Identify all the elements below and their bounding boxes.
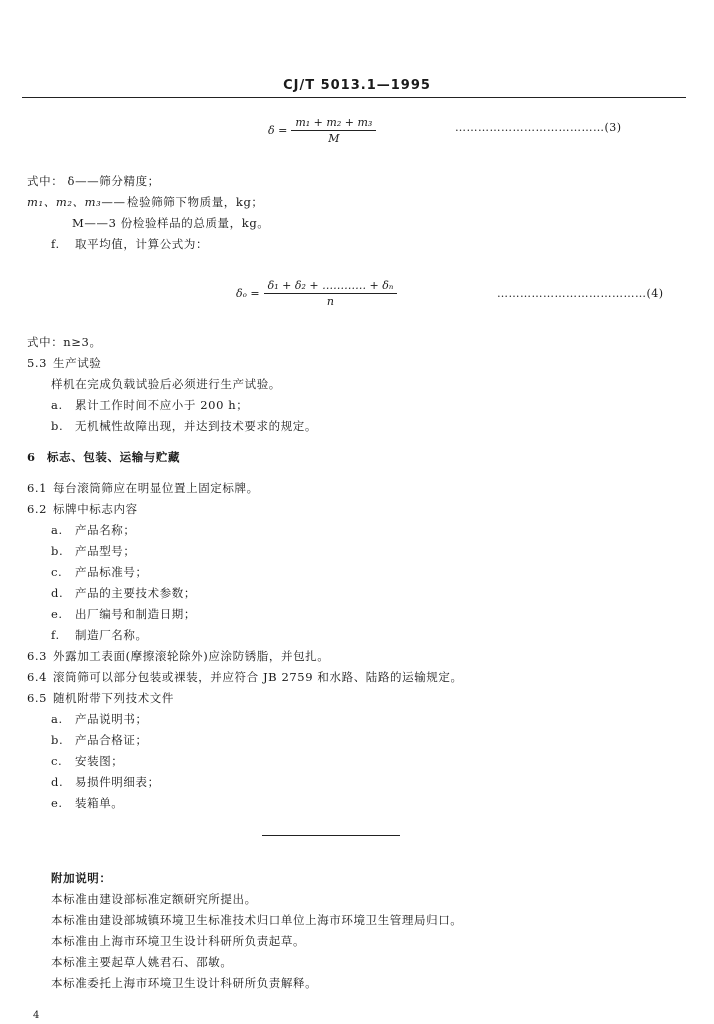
notes-line: 本标准由上海市环境卫生设计科研所负责起草。: [51, 934, 306, 948]
section-6-2-text: 标牌中标志内容: [53, 502, 138, 516]
section-6-title: 标志、包装、运输与贮藏: [47, 450, 181, 464]
list-item-label: a.: [51, 398, 63, 412]
list-item-label: c.: [51, 565, 63, 579]
where-line-total-mass: M——3 份检验样品的总质量，kg。: [72, 216, 270, 230]
list-item-text: 产品标准号；: [75, 565, 148, 579]
notes-title: 附加说明：: [51, 871, 112, 885]
standard-code-header: CJ/T 5013.1—1995: [283, 78, 431, 93]
section-6-4-text: 滚筒筛可以部分包装或裸装，并应符合 JB 2759 和水路、陆路的运输规定。: [53, 670, 463, 684]
list-item-label: a.: [51, 712, 63, 726]
list-item: [51, 732, 148, 748]
section-6-5: [27, 690, 174, 706]
formula-4-numerator: δ₁ + δ₂ + ………… + δₙ: [264, 279, 398, 294]
header-rule: [22, 97, 686, 98]
list-item-text: 制造厂名称。: [75, 628, 148, 642]
page-number: 4: [33, 1010, 40, 1021]
equation-number-3: …………………………………(3): [455, 121, 622, 134]
section-6-3-text: 外露加工表面(摩擦滚轮除外)应涂防锈脂，并包扎。: [53, 649, 330, 663]
list-item-text: 累计工作时间不应小于 200 h；: [75, 398, 249, 412]
section-6-3-number: 6.3: [27, 649, 48, 663]
list-item: [51, 397, 248, 413]
section-6-1-text: 每台滚筒筛应在明显位置上固定标牌。: [53, 481, 259, 495]
list-item-text: 产品说明书；: [75, 712, 148, 726]
where-line-delta: 式中： δ——筛分精度；: [27, 174, 160, 188]
list-item-text: 装箱单。: [75, 796, 124, 810]
formula-4-fraction: [264, 279, 398, 308]
section-6-2: [27, 501, 138, 517]
list-item: [51, 627, 148, 643]
section-6-1-number: 6.1: [27, 481, 48, 495]
section-5-3-title: 生产试验: [53, 356, 102, 370]
where-masses-text: 检验筛筛下物质量，kg；: [127, 195, 264, 209]
list-item-label: e.: [51, 796, 63, 810]
list-item-text: 无机械性故障出现，并达到技术要求的规定。: [75, 419, 317, 433]
list-item-label: f.: [51, 628, 60, 642]
list-item-label: b.: [51, 733, 64, 747]
section-6-5-number: 6.5: [27, 691, 48, 705]
formula-3: [268, 116, 376, 145]
list-item-label: a.: [51, 523, 63, 537]
formula-4: [236, 279, 397, 308]
formula-3-fraction: [291, 116, 376, 145]
formula-3-denominator: M: [328, 132, 340, 145]
section-6-4-number: 6.4: [27, 670, 48, 684]
list-item-text: 产品名称；: [75, 523, 136, 537]
list-item: [51, 564, 148, 580]
formula-4-denominator: n: [326, 295, 335, 308]
section-6-number: 6: [27, 450, 36, 464]
item-f-label: f.: [51, 237, 60, 251]
list-item: [51, 543, 136, 559]
section-6-5-text: 随机附带下列技术文件: [53, 691, 174, 705]
formula-3-numerator: m₁ + m₂ + m₃: [291, 116, 376, 131]
list-item-label: c.: [51, 754, 63, 768]
section-5-3-paragraph: 样机在完成负载试验后必须进行生产试验。: [51, 377, 281, 391]
list-item-label: e.: [51, 607, 63, 621]
notes-line: 本标准主要起草人姚君石、邵敏。: [51, 955, 233, 969]
where-line-masses: [27, 194, 264, 210]
list-item-text: 产品合格证；: [75, 733, 148, 747]
list-item: [51, 774, 160, 790]
list-item-label: d.: [51, 586, 64, 600]
list-item: [51, 753, 123, 769]
list-item-text: 出厂编号和制造日期；: [75, 607, 196, 621]
list-item: [51, 522, 136, 538]
formula-3-lhs: δ =: [268, 124, 288, 137]
where-masses-symbol: m₁、m₂、m₃——: [27, 195, 126, 209]
list-item-label: d.: [51, 775, 64, 789]
section-5-3-number: 5.3: [27, 356, 48, 370]
end-of-standard-rule: [262, 835, 400, 836]
notes-line: 本标准委托上海市环境卫生设计科研所负责解释。: [51, 976, 318, 990]
list-item: [51, 711, 148, 727]
section-6-4: [27, 669, 463, 685]
where-line-n: 式中：n≥3。: [27, 335, 102, 349]
list-item-text: 产品的主要技术参数；: [75, 586, 196, 600]
list-item-text: 产品型号；: [75, 544, 136, 558]
formula-4-lhs: δₒ =: [236, 287, 260, 300]
section-6-2-number: 6.2: [27, 502, 48, 516]
item-f-average: [51, 236, 208, 252]
item-f-text: 取平均值，计算公式为：: [75, 237, 209, 251]
notes-line: 本标准由建设部城镇环境卫生标准技术归口单位上海市环境卫生管理局归口。: [51, 913, 463, 927]
section-6-1: [27, 480, 259, 496]
section-6-heading: [27, 449, 180, 465]
list-item-label: b.: [51, 544, 64, 558]
section-6-3: [27, 648, 329, 664]
list-item: [51, 795, 123, 811]
list-item: [51, 606, 196, 622]
list-item-label: b.: [51, 419, 64, 433]
section-5-3-heading: [27, 355, 101, 371]
list-item-text: 易损件明细表；: [75, 775, 160, 789]
equation-number-4: …………………………………(4): [497, 287, 664, 300]
list-item: [51, 418, 317, 434]
list-item-text: 安装图；: [75, 754, 124, 768]
notes-line: 本标准由建设部标准定额研究所提出。: [51, 892, 257, 906]
list-item: [51, 585, 196, 601]
